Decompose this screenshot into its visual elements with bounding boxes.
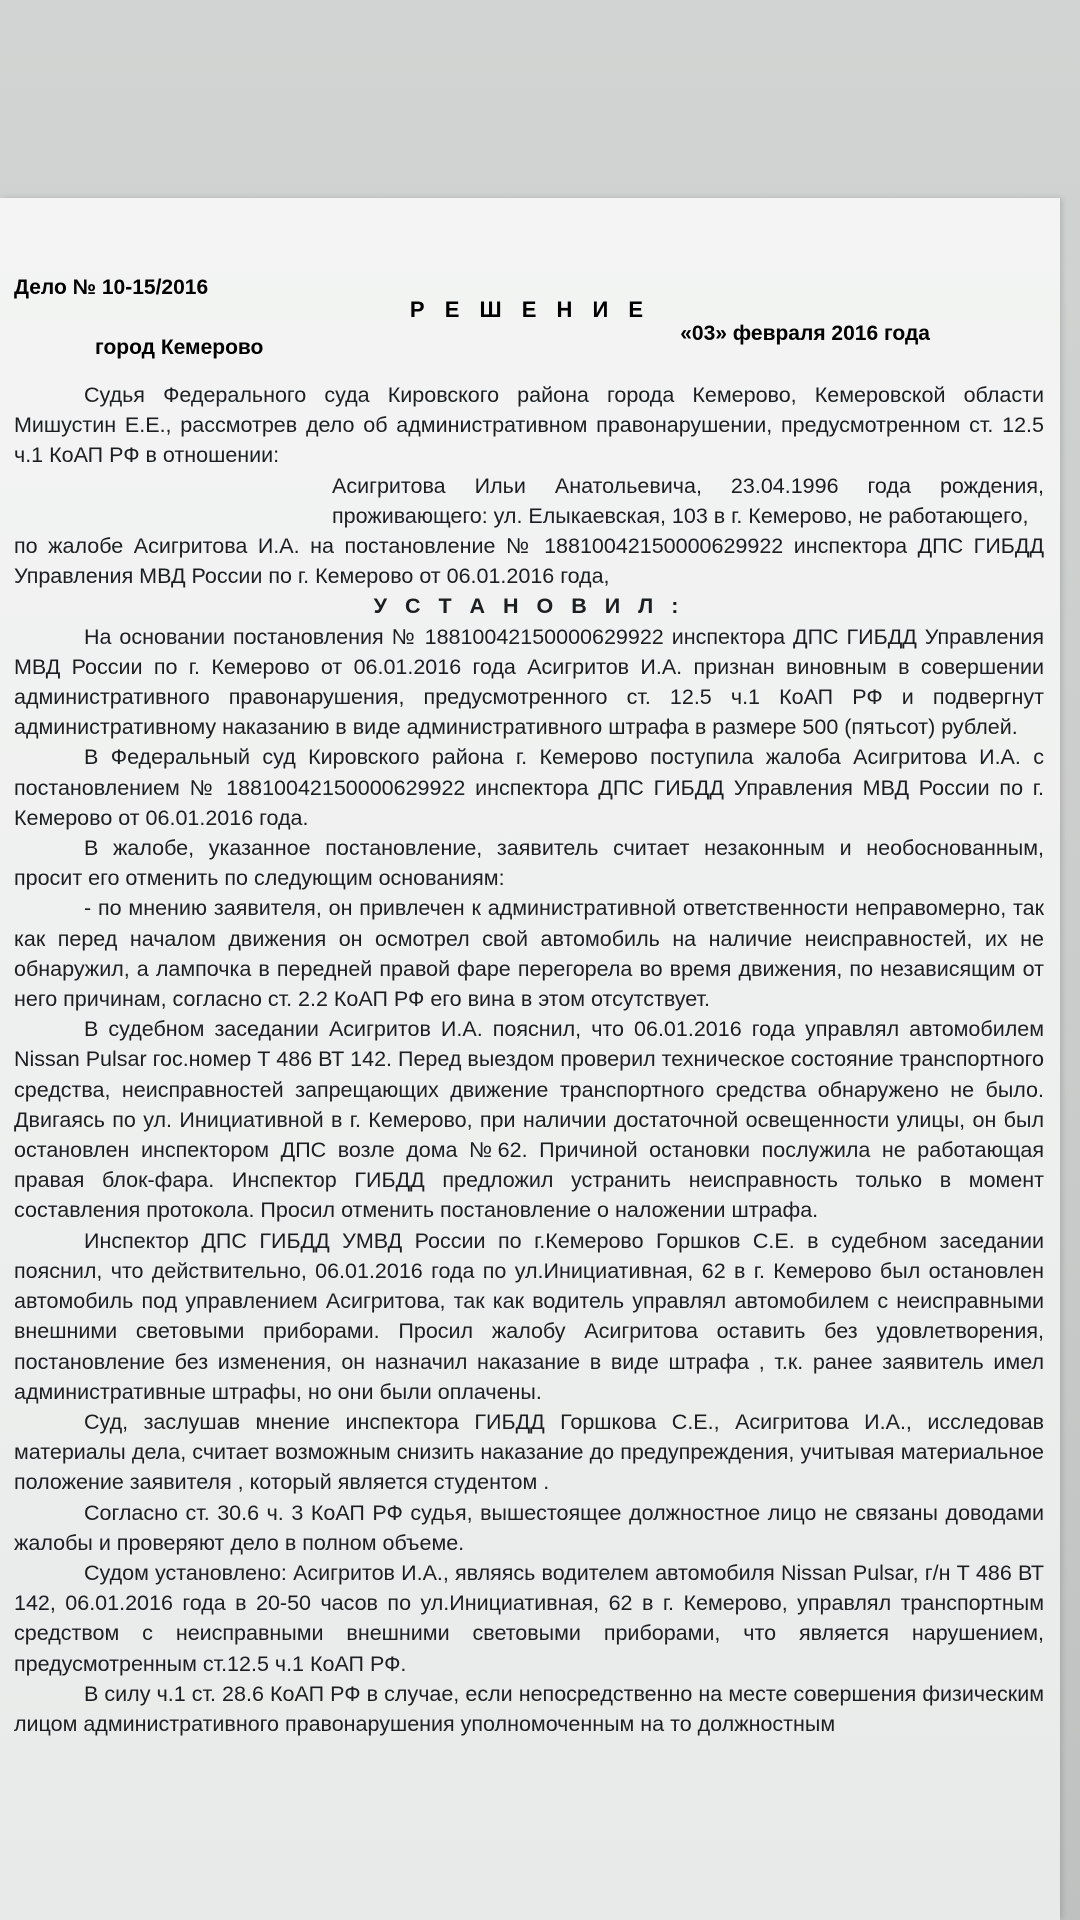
paragraph: В жалобе, указанное постановление, заявитель считает незаконным и необоснованным, просит его отменить по следующим основаниям:	[14, 836, 1044, 891]
paragraph: На основании постановления № 18810042150000629922 инспектора ДПС ГИБДД Управления МВД России по г. Кемерово от 06.01.2016 года Асигритов И.А. признан виновным в совершении административного правонарушения, предусмотренного ст. 12.5 ч.1 КоАП РФ и подвергнут административному наказанию в виде административного штрафа в размере 500 (пятьсот) рублей.	[14, 624, 1044, 740]
document-body	[14, 380, 1044, 1739]
intro-paragraph: Судья Федерального суда Кировского района города Кемерово, Кемеровской области Мишустин Е.Е., рассмотрев дело об административном правонарушении, предусмотренном ст. 12.5 ч.1 КоАП РФ в отношении:	[14, 383, 1044, 468]
document-city: город Кемерово	[95, 336, 264, 359]
paragraph: Судом установлено: Асигритов И.А., являясь водителем автомобиля Nissan Pulsar, г/н Т 486 ВТ 142, 06.01.2016 года в 20-50 часов по ул.Инициативная, 62 в г. Кемерово, управлял транспортным средством с неисправными внешними световыми приборами, что является нарушением, предусмотренным ст.12.5 ч.1 КоАП РФ.	[14, 1560, 1044, 1676]
paragraph: - по мнению заявителя, он привлечен к административной ответственности неправомерно, так как перед началом движения он осмотрел свой автомобиль на наличие неисправностей, их не обнаружил, а лампочка в передней правой фаре перегорела во время движения, по независящим от него причинам, согласно ст. 2.2 КоАП РФ его вина в этом отсутствует.	[14, 896, 1044, 1012]
document-date: «03» февраля 2016 года	[680, 322, 930, 345]
case-number: Дело № 10-15/2016	[14, 276, 209, 299]
person-paragraph: Асигритова Ильи Анатольевича, 23.04.1996 года рождения, проживающего: ул. Елыкаевская, 103 в г. Кемерово, не работающего,	[332, 473, 1044, 528]
paragraph: Суд, заслушав мнение инспектора ГИБДД Горшкова С.Е., Асигритова И.А., исследовав материалы дела, считает возможным снизить наказание до предупреждения, учитывая материальное положение заявителя , который является студентом .	[14, 1409, 1044, 1495]
paragraph: В судебном заседании Асигритов И.А. пояснил, что 06.01.2016 года управлял автомобилем Nissan Pulsar гос.номер Т 486 ВТ 142. Перед выездом проверил техническое состояние транспортного средства, неисправностей запрещающих движение транспортного средства обнаружено не было. Двигаясь по ул. Инициативной в г. Кемерово, при наличии достаточной освещенности улицы, он был остановлен инспектором ДПС возле дома №62. Причиной остановки послужила не работающая правая блок-фара. Инспектор ГИБДД предложил устранить неисправность только в момент составления протокола. Просил отменить постановление о наложении штрафа.	[14, 1017, 1044, 1223]
paragraph: Инспектор ДПС ГИБДД УМВД России по г.Кемерово Горшков С.Е. в судебном заседании пояснил, что действительно, 06.01.2016 года по ул.Инициативная, 62 в г. Кемерово был остановлен автомобиль под управлением Асигритова, так как водитель управлял автомобилем с неисправными внешними световыми приборами. Просил жалобу Асигритова оставить без удовлетворения, постановление без изменения, он назначил наказание в виде штрафа , т.к. ранее заявитель имел административные штрафы, но они были оплачены.	[14, 1228, 1044, 1404]
paragraph: Согласно ст. 30.6 ч. 3 КоАП РФ судья, вышестоящее должностное лицо не связаны доводами жалобы и проверяют дело в полном объеме.	[14, 1500, 1044, 1555]
established-heading: У С Т А Н О В И Л :	[373, 594, 685, 619]
complaint-paragraph: по жалобе Асигритова И.А. на постановление № 18810042150000629922 инспектора ДПС ГИБДД Управления МВД России по г. Кемерово от 06.01.2016 года,	[14, 534, 1044, 589]
paragraph: В Федеральный суд Кировского района г. Кемерово поступила жалоба Асигритова И.А. с постановлением № 18810042150000629922 инспектора ДПС ГИБДД Управления МВД России по г. Кемерово от 06.01.2016 года.	[14, 745, 1044, 830]
document-title: Р Е Ш Е Н И Е	[409, 297, 651, 322]
paragraph: В силу ч.1 ст. 28.6 КоАП РФ в случае, если непосредственно на месте совершения физическим лицом административного правонарушения уполномоченным на то должностным	[14, 1681, 1044, 1736]
